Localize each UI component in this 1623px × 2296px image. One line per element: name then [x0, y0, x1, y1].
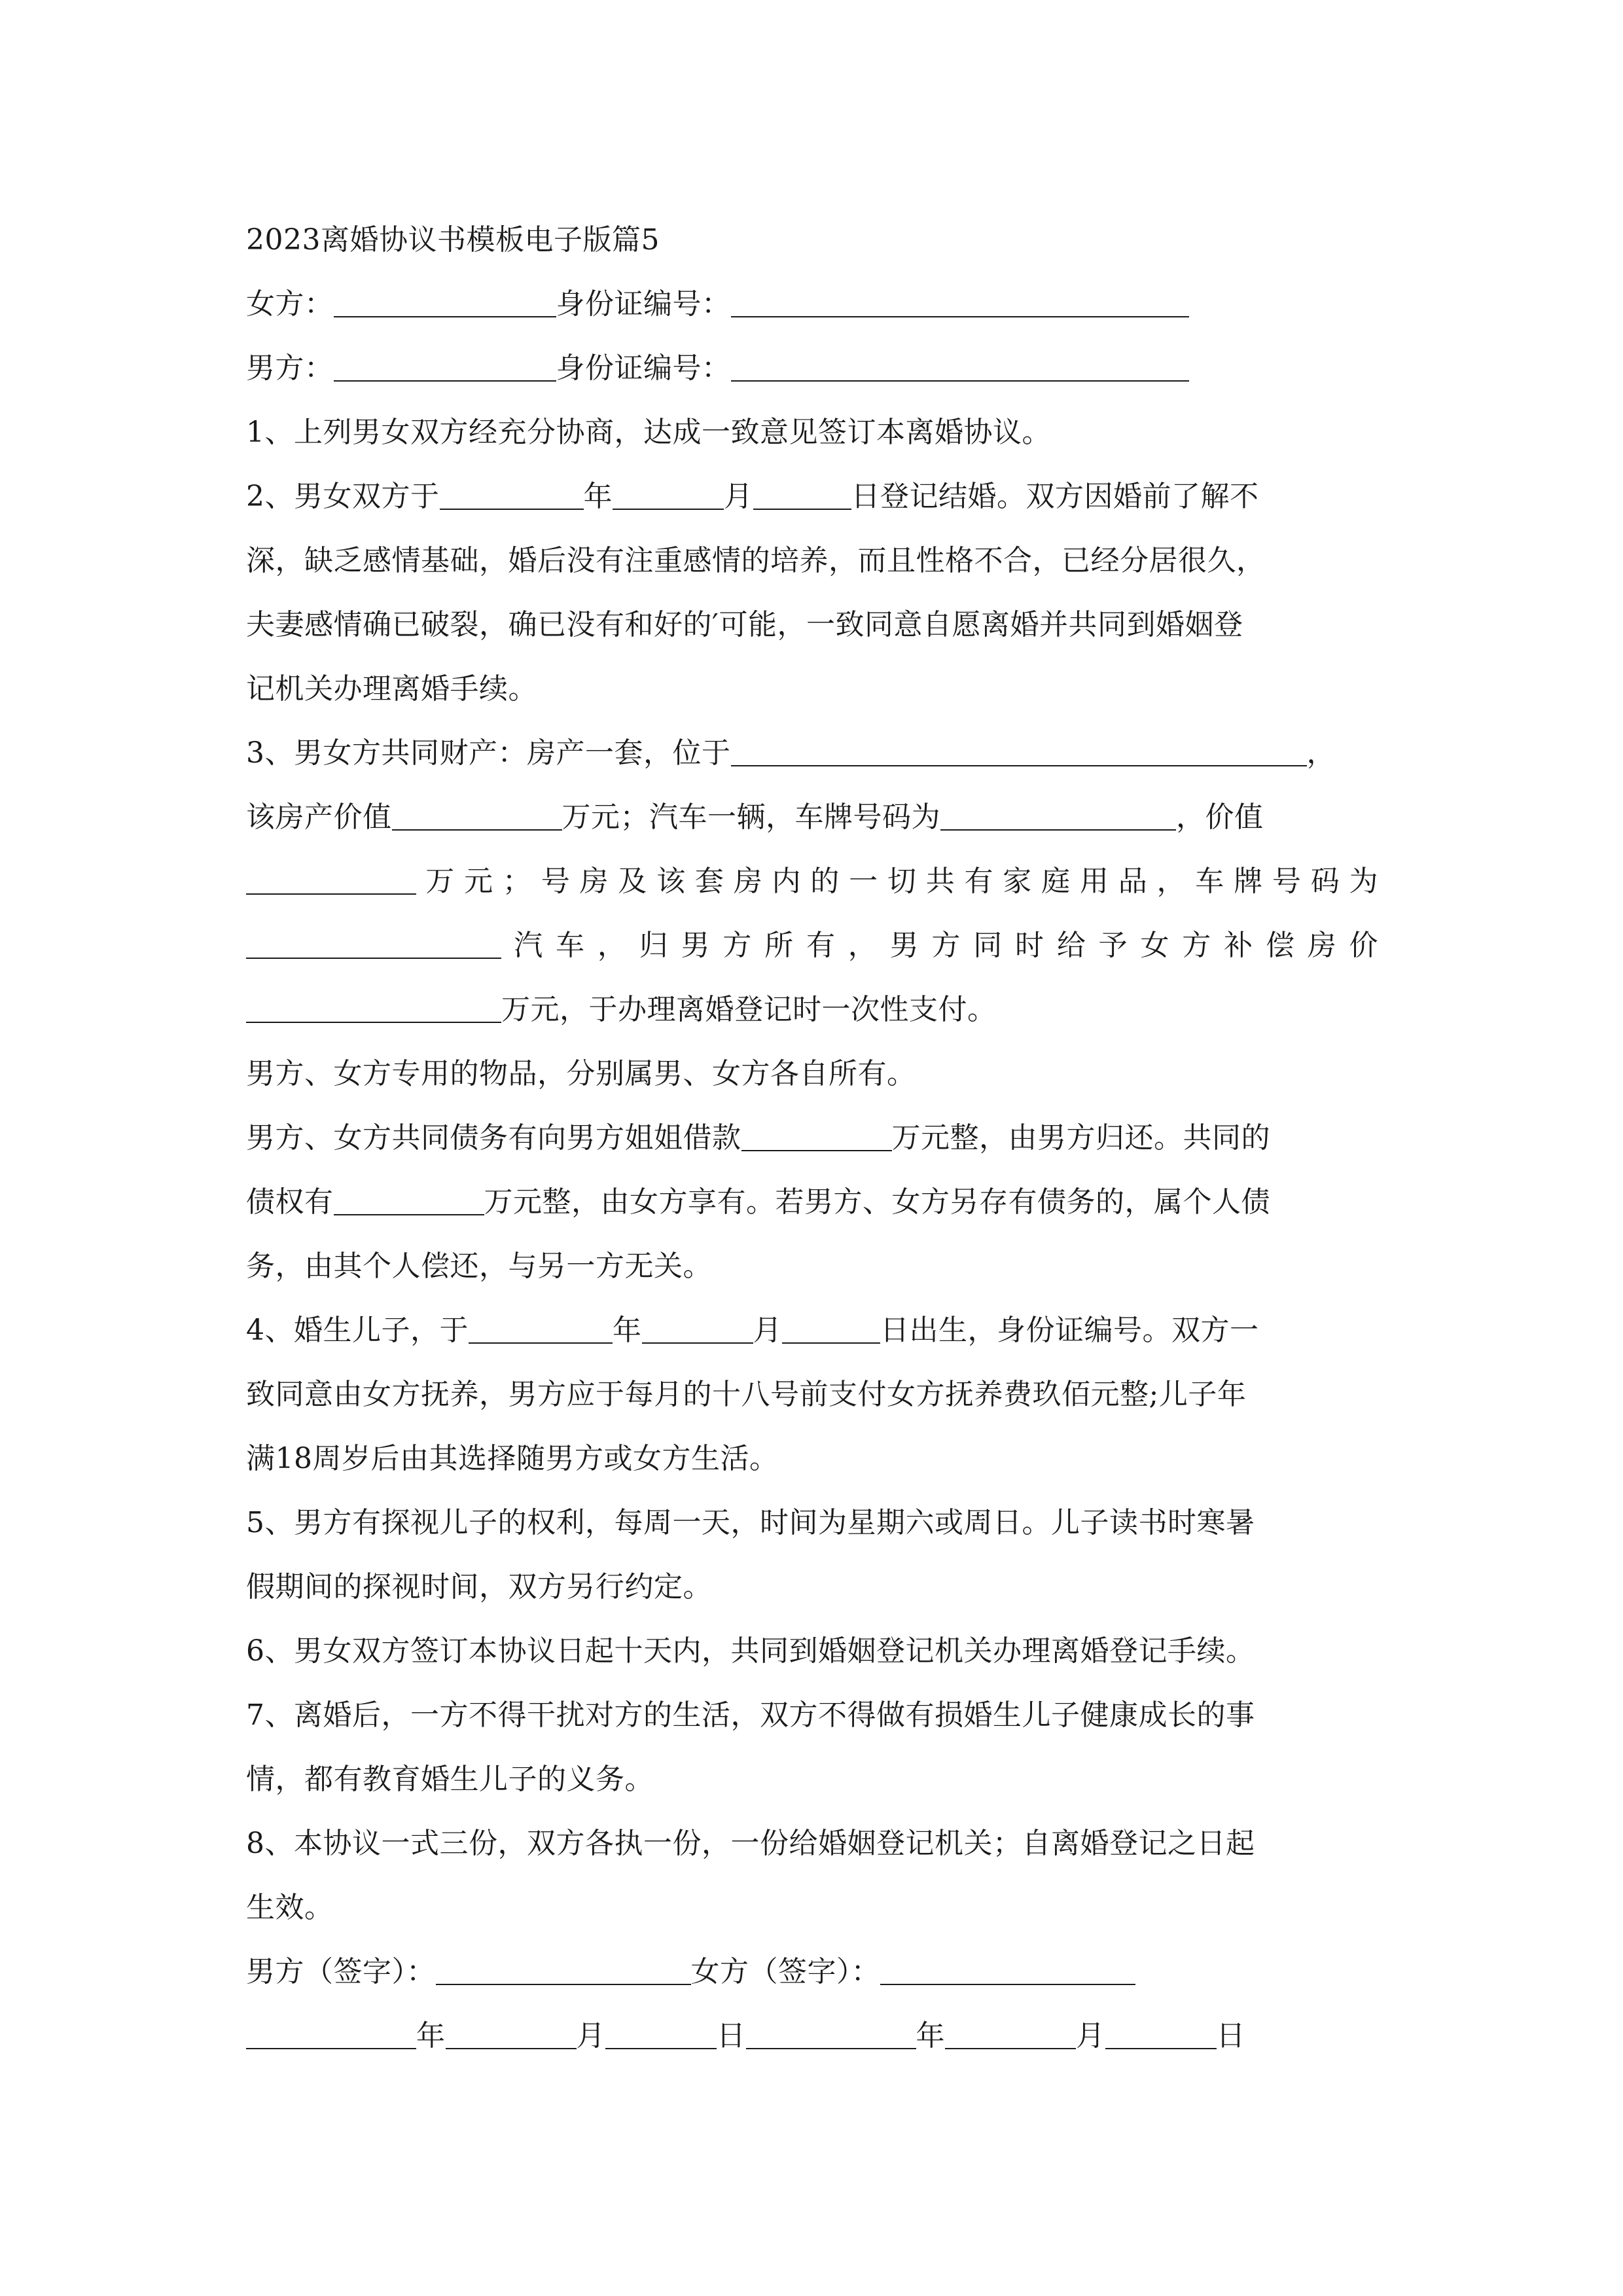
car-plate-field[interactable]: [940, 803, 1176, 831]
clause-6: 6、男女双方签订本协议日起十天内，共同到婚姻登记机关办理离婚登记手续。: [246, 1634, 1255, 1668]
male-signature-field[interactable]: [436, 1958, 691, 1985]
male-label: 男方：: [246, 351, 334, 385]
birth-month-field[interactable]: [642, 1316, 753, 1344]
clause-3-line-2: 该房产价值 万元；汽车一辆，车牌号码为 ，价值: [246, 800, 1264, 834]
clause-7-line-2: 情，都有教育婚生儿子的义务。: [246, 1763, 654, 1796]
marriage-year-field[interactable]: [440, 482, 584, 510]
debts-line-1: 男方、女方共同债务有向男方姐姐借款 万元整，由男方归还。共同的: [246, 1121, 1270, 1155]
male-sign-label: 男方（签字）：: [246, 1955, 436, 1988]
clause-4-line-2: 致同意由女方抚养，男方应于每月的十八号前支付女方抚养费玖佰元整;儿子年: [246, 1378, 1247, 1411]
personal-items: 男方、女方专用的物品，分别属男、女方各自所有。: [246, 1057, 916, 1090]
house-location-field[interactable]: [731, 739, 1307, 766]
document-title: 2023离婚协议书模板电子版篇5: [246, 223, 660, 257]
compensation-field[interactable]: [246, 996, 501, 1023]
clause-2-line-4: 记机关办理离婚手续。: [246, 672, 537, 706]
male-name-field[interactable]: [334, 354, 556, 382]
clause-3-line-1: 3、男女方共同财产：房产一套，位于 ，: [246, 736, 1336, 770]
male-id-label: 身份证编号：: [556, 351, 731, 385]
clause-7-line-1: 7、离婚后，一方不得干扰对方的生活，双方不得做有损婚生儿子健康成长的事: [246, 1698, 1255, 1732]
birth-day-field[interactable]: [782, 1316, 880, 1344]
marriage-day-field[interactable]: [753, 482, 851, 510]
clause-2-line-1: 2、男女双方于 年 月 日登记结婚。双方因婚前了解不: [246, 480, 1259, 513]
female-id-field[interactable]: [731, 290, 1189, 317]
clause-8-line-1: 8、本协议一式三份，双方各执一份，一份给婚姻登记机关；自离婚登记之日起: [246, 1827, 1255, 1860]
signature-line: [246, 1940, 1378, 2004]
clause-5-line-1: 5、男方有探视儿子的权利，每周一天，时间为星期六或周日。儿子读书时寒暑: [246, 1506, 1255, 1539]
car-value-field[interactable]: [246, 867, 416, 895]
male-sign-day-field[interactable]: [605, 2022, 717, 2049]
marriage-month-field[interactable]: [613, 482, 724, 510]
male-party-line: [246, 336, 1378, 401]
house-value-field[interactable]: [392, 803, 562, 831]
clause-3-line-3: 万元；号房及该套房内的一切共有家庭用品，车牌号码为: [246, 850, 1378, 914]
credit-amount-field[interactable]: [334, 1188, 484, 1215]
clause-2-line-3: 夫妻感情确已破裂，确已没有和好的′可能，一致同意自愿离婚并共同到婚姻登: [246, 608, 1243, 641]
clause-4-line-1: 4、婚生儿子，于 年 月 日出生，身份证编号。双方一: [246, 1314, 1259, 1347]
clause-2-line-2: 深，缺乏感情基础，婚后没有注重感情的培养，而且性格不合，已经分居很久，: [246, 544, 1266, 577]
loan-amount-field[interactable]: [741, 1124, 892, 1151]
male-id-field[interactable]: [731, 354, 1189, 382]
female-signature-field[interactable]: [880, 1958, 1135, 1985]
clause-5-line-2: 假期间的探视时间，双方另行约定。: [246, 1570, 712, 1604]
document-page: [246, 208, 1378, 2068]
female-sign-month-field[interactable]: [945, 2022, 1076, 2049]
female-name-field[interactable]: [334, 290, 556, 317]
male-sign-month-field[interactable]: [446, 2022, 577, 2049]
birth-year-field[interactable]: [469, 1316, 613, 1344]
clause-3-line-5: 万元，于办理离婚登记时一次性支付。: [246, 978, 1378, 1042]
male-sign-year-field[interactable]: [246, 2022, 416, 2049]
female-id-label: 身份证编号：: [556, 287, 731, 321]
clause-4-line-3: 满18周岁后由其选择随男方或女方生活。: [246, 1442, 779, 1475]
clause-8-line-2: 生效。: [246, 1891, 334, 1924]
debts-line-3: 务，由其个人偿还，与另一方无关。: [246, 1249, 712, 1283]
female-sign-label: 女方（签字）：: [690, 1955, 880, 1988]
female-label: 女方：: [246, 287, 334, 321]
car-plate-field-2[interactable]: [246, 931, 501, 959]
female-sign-day-field[interactable]: [1105, 2022, 1217, 2049]
female-sign-year-field[interactable]: [746, 2022, 916, 2049]
female-party-line: [246, 272, 1378, 336]
signature-date-line: 年 月 日 年 月 日: [246, 2004, 1378, 2068]
clause-1: 1、上列男女双方经充分协商，达成一致意见签订本离婚协议。: [246, 416, 1051, 449]
clause-3-line-4: 汽车，归男方所有，男方同时给予女方补偿房价: [246, 914, 1378, 978]
debts-line-2: 债权有 万元整，由女方享有。若男方、女方另存有债务的，属个人债: [246, 1185, 1270, 1219]
